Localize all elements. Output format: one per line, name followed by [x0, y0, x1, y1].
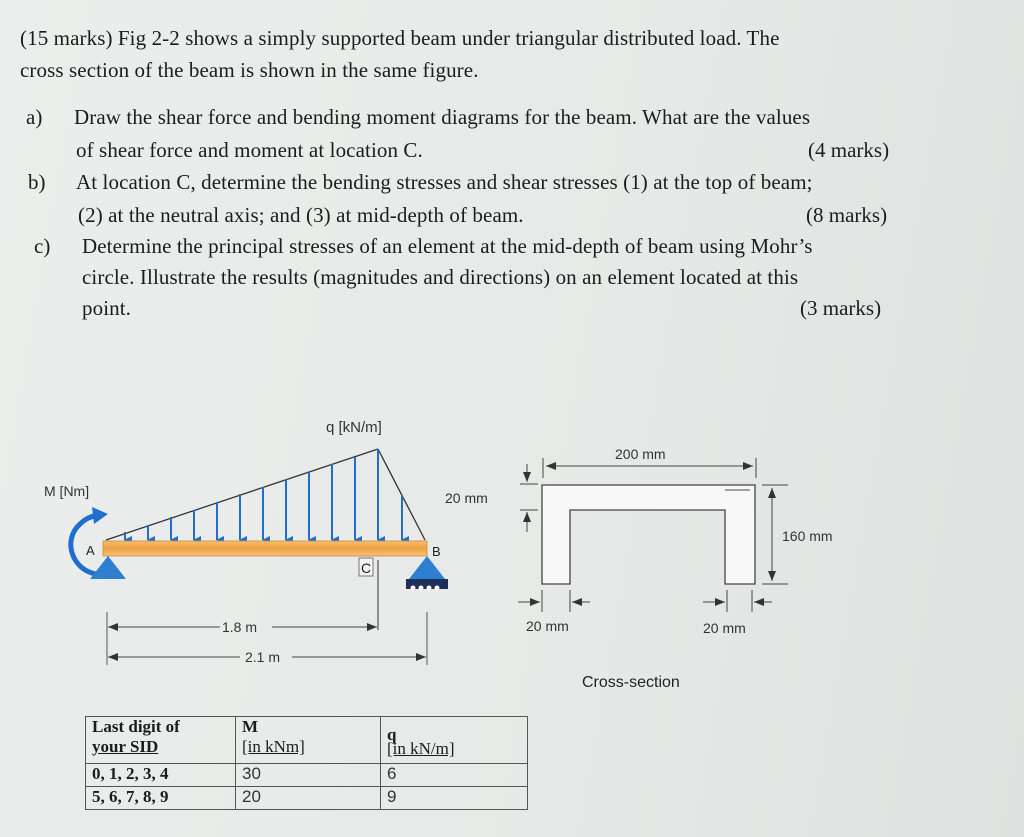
cross-section-shape — [542, 485, 755, 584]
header-m-line-1: M — [242, 717, 259, 736]
row-1-m: 30 — [236, 764, 381, 787]
header-q-line-2: [in kN/m] — [387, 739, 455, 758]
row-2-q: 9 — [381, 787, 528, 810]
moment-label: M [Nm] — [44, 483, 90, 499]
dim-web-left: 20 mm — [526, 618, 569, 634]
part-b-line-2: (2) at the neutral axis; and (3) at mid-depth of beam. — [78, 203, 524, 227]
cross-section-caption: Cross-section — [582, 674, 680, 691]
part-c-marks: (3 marks) — [800, 296, 882, 320]
dim-web-right: 20 mm — [703, 620, 746, 636]
sid-table — [85, 716, 528, 810]
part-c-line-3: point. — [82, 296, 132, 320]
triangular-load — [106, 449, 425, 540]
dim-width: 200 mm — [615, 446, 666, 462]
intro-line-2: cross section of the beam is shown in the same figure. — [20, 58, 479, 82]
dim-height: 160 mm — [782, 528, 833, 544]
part-a-marks: (4 marks) — [808, 138, 890, 162]
support-a-pin — [90, 556, 126, 579]
header-q — [381, 717, 528, 764]
header-sid — [86, 717, 236, 764]
header-q-line-1: q — [387, 725, 397, 744]
dim-ab-label: 2.1 m — [245, 649, 281, 665]
table-row — [86, 787, 528, 810]
part-c-line-2: circle. Illustrate the results (magnitudes and directions) on an element located at this — [82, 265, 799, 289]
header-m-line-2: [in kNm] — [242, 737, 305, 756]
dim-flange: 20 mm — [445, 490, 488, 506]
table-row — [86, 764, 528, 787]
support-b-label: B — [432, 544, 441, 559]
header-sid-line-1: Last digit of — [92, 717, 180, 736]
dim-ac-label: 1.8 m — [222, 619, 258, 635]
table-header-row — [86, 717, 528, 764]
part-b-line-1: At location C, determine the bending stresses and shear stresses (1) at the top of beam; — [76, 170, 813, 194]
part-c-line-1: Determine the principal stresses of an element at the mid-depth of beam using Mohr’s — [82, 234, 813, 258]
row-2-m: 20 — [236, 787, 381, 810]
row-1-sid: 0, 1, 2, 3, 4 — [86, 764, 236, 787]
support-b-roller — [409, 556, 445, 579]
support-a-label: A — [86, 543, 95, 558]
moment-arrowhead — [92, 507, 108, 524]
part-c-label: c) — [34, 234, 51, 258]
load-label: q [kN/m] — [326, 419, 382, 436]
part-a-line-2: of shear force and moment at location C. — [76, 138, 423, 162]
point-c-label: C — [361, 560, 372, 576]
part-b-marks: (8 marks) — [806, 203, 888, 227]
beam — [103, 541, 427, 556]
row-2-sid: 5, 6, 7, 8, 9 — [86, 787, 236, 810]
part-b-label: b) — [28, 170, 46, 194]
part-a-line-1: Draw the shear force and bending moment diagrams for the beam. What are the values — [74, 105, 811, 129]
header-sid-line-2: your SID — [92, 737, 159, 756]
row-1-q: 6 — [381, 764, 528, 787]
header-m — [236, 717, 381, 764]
intro-line-1: (15 marks) Fig 2-2 shows a simply supported beam under triangular distributed load. The — [20, 26, 780, 50]
part-a-label: a) — [26, 105, 43, 129]
